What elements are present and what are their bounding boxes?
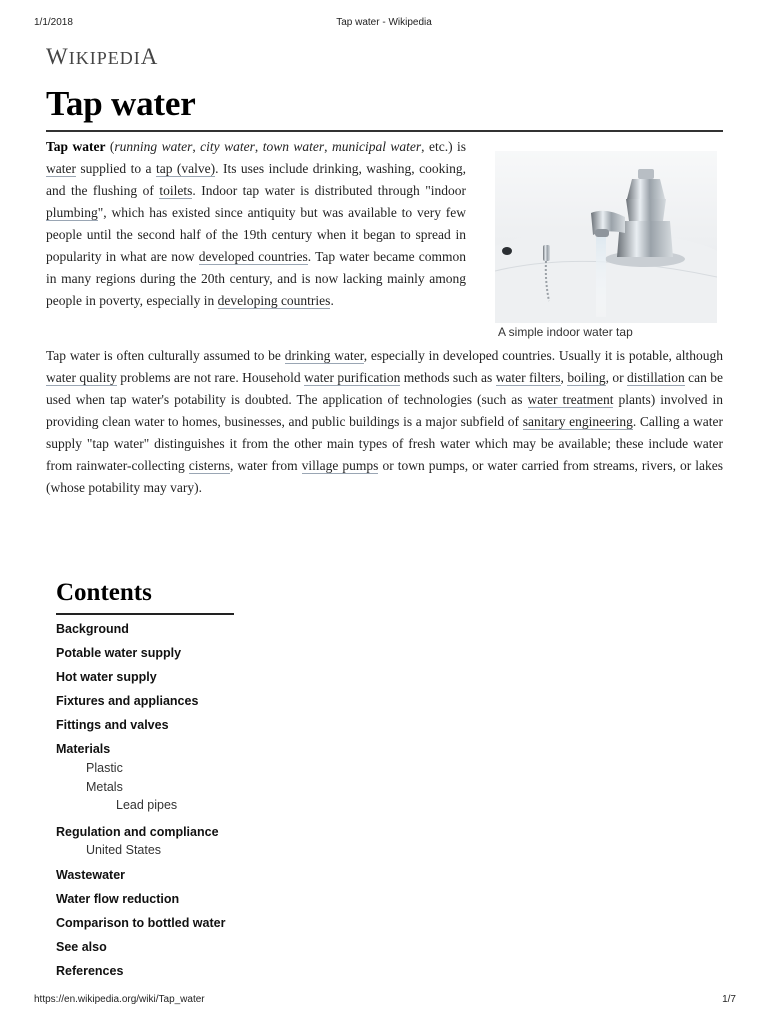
link-distillation[interactable]: distillation [626,370,685,385]
toc-item[interactable]: Water flow reduction [56,892,180,906]
logo-a: A [140,44,159,69]
alt-name: municipal water [331,139,422,154]
toc-item[interactable]: United States [86,843,162,857]
body-text: . Calling a water supply "tap water" distinguishes it from the other main types of fresh water which may be available; these include water from rainwater-collecting [46,414,723,473]
body-text: can be used when tap water's potability is doubted. The application of technologies (such as [46,370,724,407]
tap-image[interactable] [495,151,717,323]
link-village-pumps[interactable]: village pumps [301,458,379,473]
toc-item[interactable]: Background [56,622,129,636]
link-developed-countries[interactable]: developed countries [198,249,308,264]
link-water-purification[interactable]: water purification [304,370,401,385]
toc-item[interactable]: Materials [56,742,111,756]
lead-text: ( [105,139,115,154]
lead-text: , [254,139,263,154]
link-sanitary-engineering[interactable]: sanitary engineering [522,414,633,429]
lead-text: supplied to a [75,161,156,176]
alt-name: running water [114,139,193,154]
logo-w: W [46,44,69,69]
link-water-treatment[interactable]: water treatment [527,392,614,407]
contents-heading: Contents [56,579,152,606]
link-boiling[interactable]: boiling [567,370,606,385]
print-footer [0,994,768,1008]
lead-text: . Tap water became common in many regions during the 20th century, and is now lacking mainly among people in poverty, especially in [46,249,466,308]
lead-text: , [324,139,332,154]
toc-item[interactable]: Hot water supply [56,670,157,684]
lead-text: . Its uses include drinking, washing, cooking, and the flushing of [46,161,466,198]
lead-text: ", which has existed since antiquity but was available to very few people until the second half of the 19th century when it began to spread in popularity in what are now [46,205,466,264]
toc-item[interactable]: Regulation and compliance [56,825,219,839]
toc-item[interactable]: See also [56,940,107,954]
toc-item[interactable]: Plastic [86,761,123,775]
body-text: Tap water is often culturally assumed to be [46,348,285,363]
toc-item[interactable]: Comparison to bottled water [56,916,226,930]
toc-item[interactable]: Metals [86,780,123,794]
body-paragraph [46,345,723,499]
toc-item[interactable]: Potable water supply [56,646,182,660]
link-cisterns[interactable]: cisterns [188,458,230,473]
lead-paragraph [46,136,466,312]
link-toilets[interactable]: toilets [159,183,193,198]
body-text: , water from [229,458,302,473]
toc-item[interactable]: Fittings and valves [56,718,169,732]
lead-text: . Indoor tap water is distributed through "indoor [192,183,467,198]
lead-text: , [192,139,201,154]
lead-text: . [330,293,334,308]
body-text: , or [605,370,627,385]
link-tap-valve[interactable]: tap (valve) [155,161,216,176]
print-header [0,17,768,31]
body-text: plants) involved in providing clean water to homes, businesses, and public buildings is a major subfield of [46,392,723,429]
figure-caption: A simple indoor water tap [498,325,633,339]
link-plumbing[interactable]: plumbing [46,205,98,220]
body-text: methods such as [400,370,496,385]
lead-text: , etc.) is [421,139,467,154]
link-drinking-water[interactable]: drinking water [284,348,364,363]
link-developing-countries[interactable]: developing countries [217,293,331,308]
toc-item[interactable]: Lead pipes [116,798,178,812]
link-water-filters[interactable]: water filters [495,370,561,385]
toc-item[interactable]: Wastewater [56,868,126,882]
lead-term: Tap water [46,139,106,154]
print-title: Tap water - Wikipedia [336,17,432,28]
link-water-quality[interactable]: water quality [46,370,117,385]
alt-name: city water [200,139,255,154]
logo-mid: IKIPEDI [68,48,141,68]
body-text: , especially in developed countries. Usually it is potable, although [363,348,723,363]
wikipedia-logo[interactable] [46,44,158,70]
toc-item[interactable]: References [56,964,124,978]
body-text: problems are not rare. Household [116,370,305,385]
body-text: , [560,370,568,385]
print-page-number: 1/7 [722,994,736,1005]
page-title: Tap water [46,84,196,123]
body-text: or town pumps, or water carried from streams, rivers, or lakes (whose potability may vary). [46,458,723,495]
alt-name: town water [262,139,325,154]
print-date: 1/1/2018 [34,17,73,28]
link-water[interactable]: water [46,161,76,176]
title-divider [46,130,723,132]
contents-divider [56,613,234,615]
print-url: https://en.wikipedia.org/wiki/Tap_water [34,994,205,1005]
toc-item[interactable]: Fixtures and appliances [56,694,199,708]
